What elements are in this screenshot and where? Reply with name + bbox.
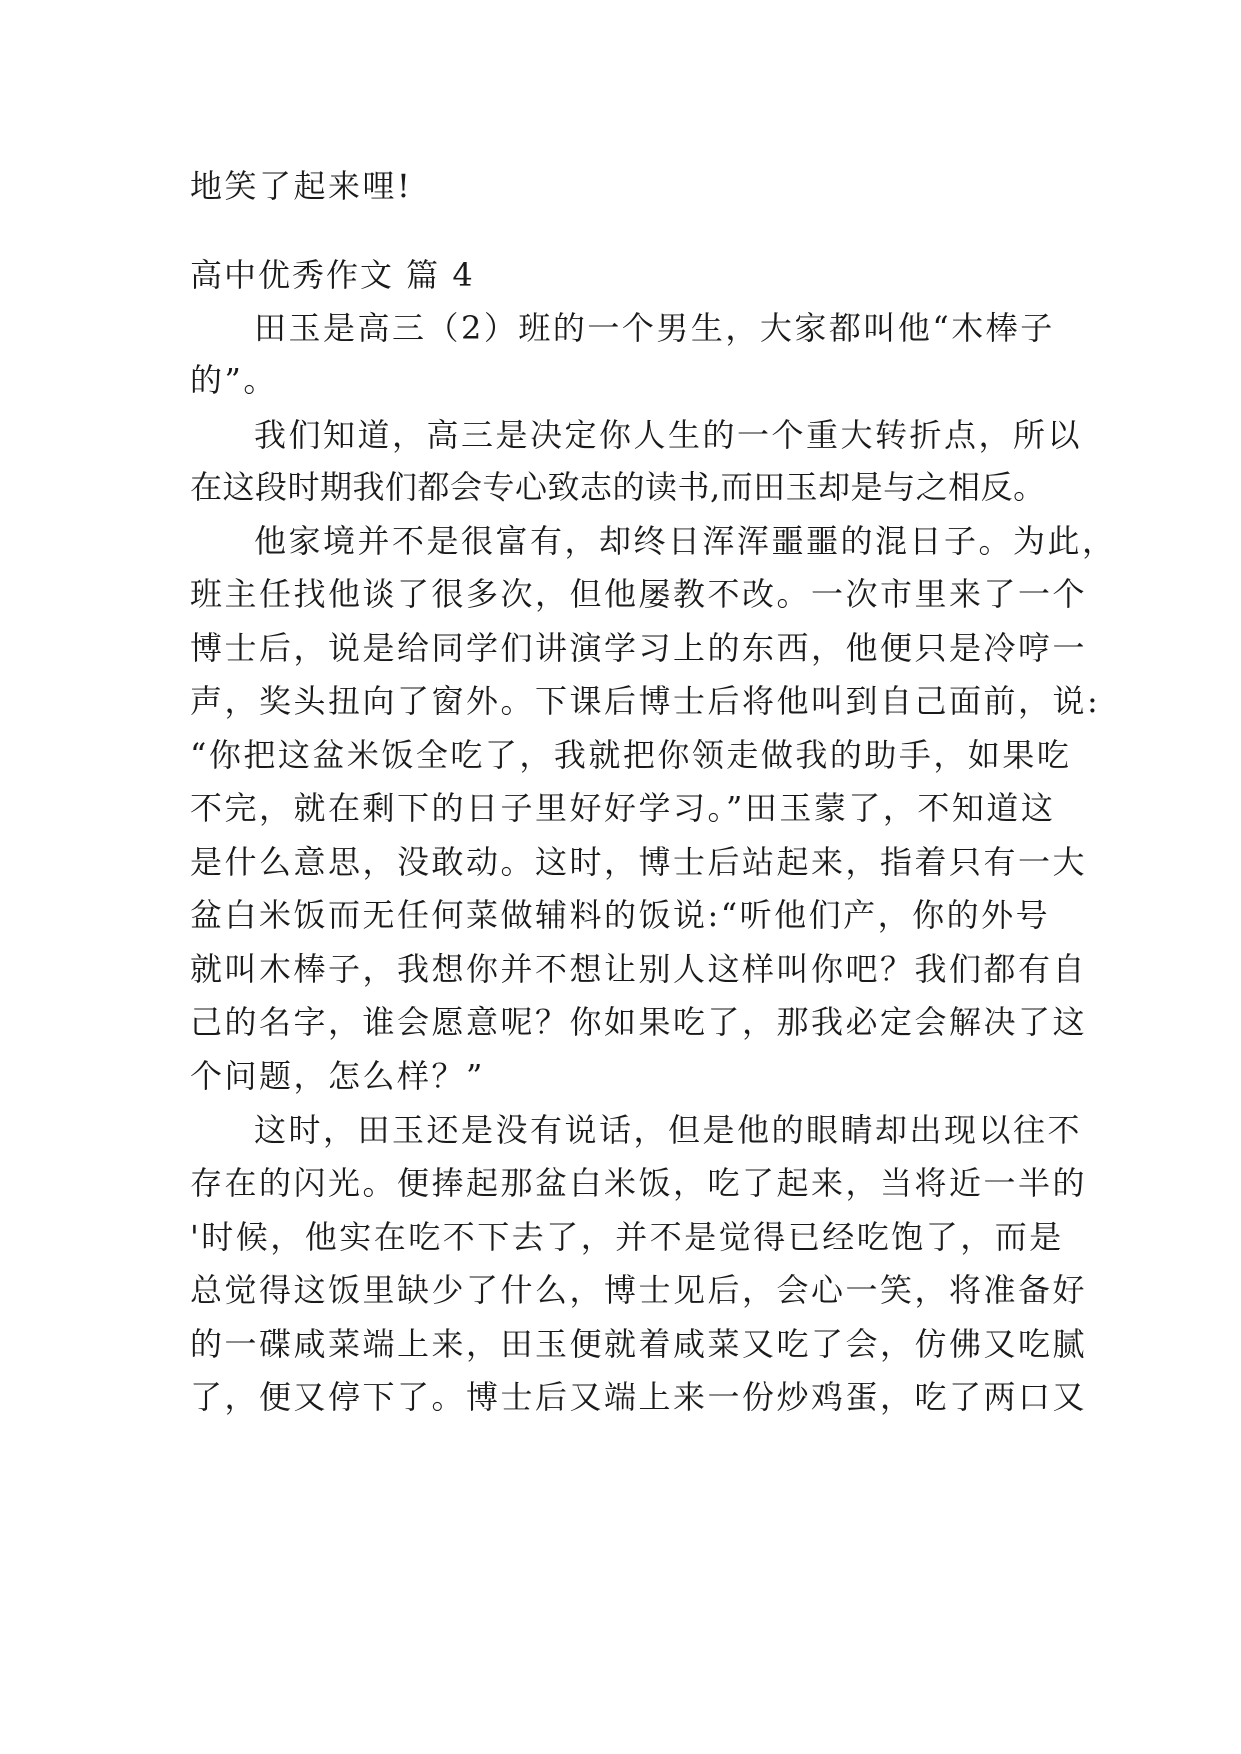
text-line: 田玉是高三（2）班的一个男生，大家都叫他“木棒子 <box>254 309 1055 347</box>
text-line: '时候，他实在吃不下去了，并不是觉得已经吃饱了，而是 <box>190 1218 1064 1256</box>
text-line: 存在的闪光。便捧起那盆白米饭，吃了起来，当将近一半的 <box>190 1164 1088 1202</box>
essay-heading: 高中优秀作文 篇 4 <box>190 256 475 294</box>
text-line: 不完，就在剩下的日子里好好学习。”田玉蒙了，不知道这 <box>190 789 1056 827</box>
previous-essay-tail: 地笑了起来哩! <box>190 167 413 205</box>
text-line: 是什么意思，没敢动。这时，博士后站起来，指着只有一大 <box>190 843 1088 881</box>
text-line: 盆白米饭而无任何菜做辅料的饭说:“听他们产，你的外号 <box>190 896 1051 934</box>
text-line: 班主任找他谈了很多次，但他屡教不改。一次市里来了一个 <box>190 575 1088 613</box>
text-line: 在这段时期我们都会专心致志的读书,而田玉却是与之相反。 <box>190 468 1046 506</box>
text-line: 声，奖头扭向了窗外。下课后博士后将他叫到自己面前，说: <box>190 682 1101 720</box>
text-line: 己的名字，谁会愿意呢？你如果吃了，那我必定会解决了这 <box>190 1003 1088 1041</box>
text-line: 这时，田玉还是没有说话，但是他的眼睛却出现以往不 <box>254 1111 1083 1149</box>
text-line: 就叫木棒子，我想你并不想让别人这样叫你吧？我们都有自 <box>190 950 1088 988</box>
text-line: 我们知道，高三是决定你人生的一个重大转折点，所以 <box>254 416 1083 454</box>
text-line: 总觉得这饭里缺少了什么，博士见后，会心一笑，将准备好 <box>190 1271 1088 1309</box>
text-line: 的一碟咸菜端上来，田玉便就着咸菜又吃了会，仿佛又吃腻 <box>190 1325 1088 1363</box>
text-line: 个问题，怎么样？” <box>190 1057 485 1095</box>
text-line: “你把这盆米饭全吃了，我就把你领走做我的助手，如果吃 <box>190 736 1072 774</box>
text-line: 他家境并不是很富有，却终日浑浑噩噩的混日子。为此， <box>254 522 1117 560</box>
text-line: 了，便又停下了。博士后又端上来一份炒鸡蛋，吃了两口又 <box>190 1378 1088 1416</box>
text-line: 博士后，说是给同学们讲演学习上的东西，他便只是冷哼一 <box>190 629 1088 667</box>
text-line: 的”。 <box>190 361 278 399</box>
